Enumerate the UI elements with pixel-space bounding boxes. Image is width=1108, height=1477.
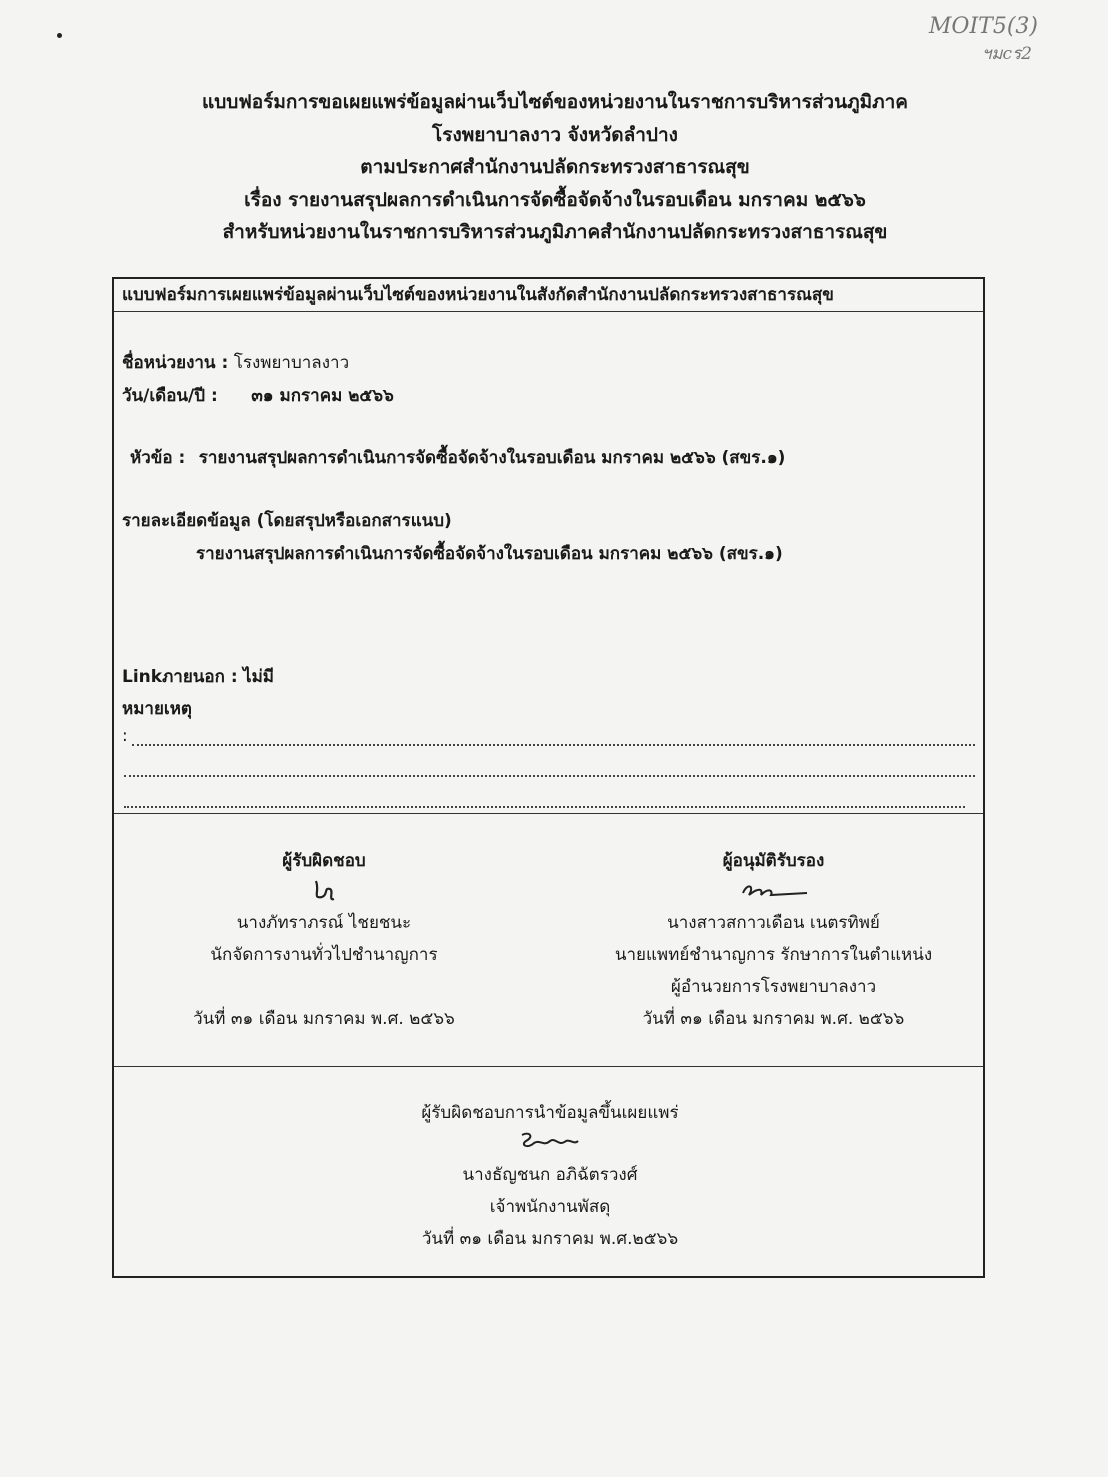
corner-note-line1: MOIT5(3) (928, 14, 1038, 39)
publisher-role: ผู้รับผิดชอบการนำข้อมูลขึ้นเผยแพร่ (421, 1103, 679, 1123)
agency-label: ชื่อหน่วยงาน : (122, 353, 229, 373)
responsible-role: ผู้รับผิดชอบ (282, 851, 366, 871)
signature-scribble-icon (294, 877, 354, 907)
approver-role: ผู้อนุมัติรับรอง (722, 851, 825, 871)
details-value: รายงานสรุปผลการดำเนินการจัดซื้อจัดจ้างในรอบเดือน มกราคม ๒๕๖๖ (สขร.๑) (196, 544, 783, 564)
date-value: ๓๑ มกราคม ๒๕๖๖ (251, 386, 394, 406)
publisher-signature-block (350, 1097, 750, 1255)
responsible-date: วันที่ ๓๑ เดือน มกราคม พ.ศ. ๒๕๖๖ (193, 1009, 455, 1029)
header-line-1: แบบฟอร์มการขอเผยแพร่ข้อมูลผ่านเว็บไซต์ของหน่วยงานในราชการบริหารส่วนภูมิภาค (201, 91, 909, 113)
remarks-prefix: : (122, 726, 128, 746)
agency-value: โรงพยาบาลงาว (233, 353, 350, 373)
section-divider-2 (114, 1066, 983, 1067)
publisher-name: นางธัญชนก อภิฉัตรวงศ์ (462, 1165, 638, 1185)
responsible-name: นางภัทราภรณ์ ไชยชนะ (236, 913, 412, 933)
approver-name: นางสาวสกาวเดือน เนตรทิพย์ (667, 913, 880, 933)
signature-scribble-icon (729, 877, 819, 907)
remarks-line-3 (124, 806, 965, 808)
external-link-row (122, 663, 274, 690)
remarks-line-1 (132, 744, 975, 746)
approver-signature (576, 877, 971, 907)
responsible-position: นักจัดการงานทั่วไปชำนาญการ (210, 945, 438, 965)
header-line-5: สำหรับหน่วยงานในราชการบริหารส่วนภูมิภาคสำนักงานปลัดกระทรวงสาธารณสุข (222, 221, 888, 243)
topic-row (130, 444, 785, 471)
publisher-position: เจ้าพนักงานพัสดุ (489, 1197, 611, 1217)
section-divider-1 (114, 813, 983, 814)
date-label: วัน/เดือน/ปี : (122, 386, 218, 406)
agency-row (122, 349, 349, 376)
approver-date: วันที่ ๓๑ เดือน มกราคม พ.ศ. ๒๕๖๖ (642, 1009, 905, 1029)
header-line-3: ตามประกาศสำนักงานปลัดกระทรวงสาธารณสุข (360, 156, 750, 178)
corner-note-line2: ฯมcร2 (981, 43, 1032, 64)
publisher-date: วันที่ ๓๑ เดือน มกราคม พ.ศ.๒๕๖๖ (421, 1229, 679, 1249)
approver-signature-block (576, 845, 971, 1035)
signature-scribble-icon (510, 1129, 590, 1159)
header-line-2: โรงพยาบาลงาว จังหวัดลำปาง (432, 123, 678, 146)
details-label: รายละเอียดข้อมูล (โดยสรุปหรือเอกสารแนบ) (122, 511, 452, 531)
scan-speck (57, 33, 62, 38)
responsible-signature (144, 877, 504, 907)
topic-value: รายงานสรุปผลการดำเนินการจัดซื้อจัดจ้างในรอบเดือน มกราคม ๒๕๖๖ (สขร.๑) (198, 448, 786, 468)
remarks-label: หมายเหตุ (122, 699, 192, 719)
remarks-line-2 (124, 775, 975, 777)
approver-position-1: นายแพทย์ชำนาญการ รักษาการในตำแหน่ง (614, 945, 933, 965)
external-link-label: Linkภายนอก : (122, 667, 238, 687)
form-box (112, 277, 985, 1278)
handwritten-corner-note (929, 12, 1038, 67)
approver-position-2: ผู้อำนวยการโรงพยาบาลงาว (670, 977, 877, 997)
publisher-signature (350, 1129, 750, 1159)
responsible-signature-block (144, 845, 504, 1035)
date-row (122, 382, 394, 409)
form-title: แบบฟอร์มการเผยแพร่ข้อมูลผ่านเว็บไซต์ของหน่วยงานในสังกัดสำนักงานปลัดกระทรวงสาธารณสุข (114, 279, 983, 312)
document-header (150, 86, 960, 249)
external-link-value: ไม่มี (243, 667, 274, 687)
header-line-4: เรื่อง รายงานสรุปผลการดำเนินการจัดซื้อจัดจ้างในรอบเดือน มกราคม ๒๕๖๖ (244, 188, 866, 211)
topic-label: หัวข้อ : (130, 448, 186, 468)
